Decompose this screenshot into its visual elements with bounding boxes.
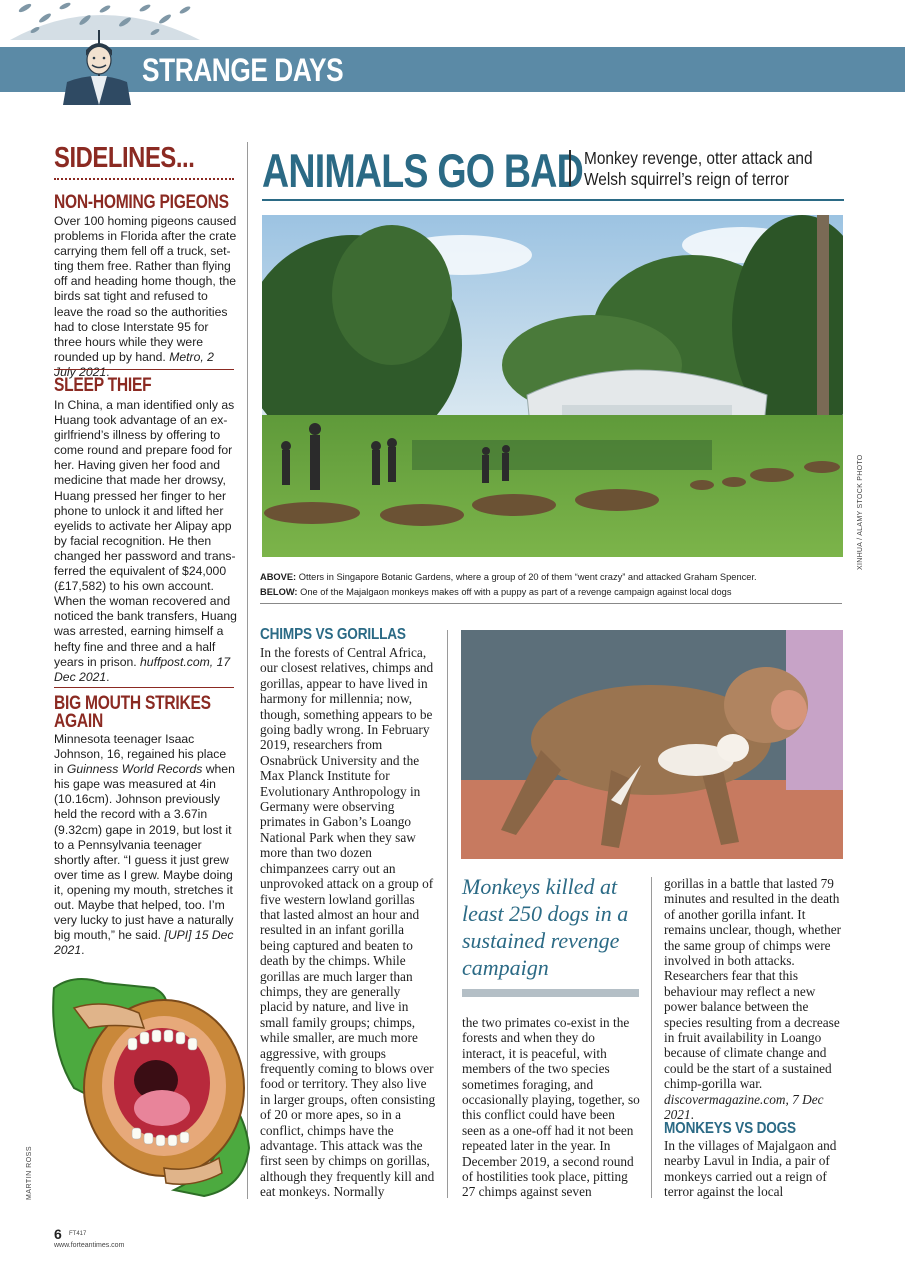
illustration-credit: MARTIN ROSS xyxy=(26,1146,33,1200)
gentleman-with-umbrella-icon xyxy=(55,30,140,105)
pull-quote: Monkeys killed at least 250 dogs in a sustained revenge campaign xyxy=(462,874,629,980)
sidelines-heading: SIDELINES... xyxy=(54,142,195,174)
article-column-3-continued: In the villages of Majalgaon and nearby Lavul in India, a pair of monkeys carried out a reign of terror against the local xyxy=(664,1138,837,1200)
column-3-source: discovermagazine.com, 7 Dec 2021 xyxy=(664,1091,824,1123)
sidebar-item-heading: BIG MOUTH STRIKES xyxy=(54,693,211,714)
big-mouth-illustration xyxy=(44,968,256,1198)
column-divider xyxy=(651,877,652,1198)
section-title: STRANGE DAYS xyxy=(142,52,344,88)
sidebar-item-text: In China, a man identified only as Huang took advantage of an ex-girlfriend’s illness by offering to come round and prepare food for her. Having given her food and medicine that made her drowsy, Huang pressed her finger to her phone to unlock it and lifted her eyelids to activate her Alipay app by facial recognition. He then changed her password and transferred the equivalent of $24,000 (£17,582) to his own account. When the woman recovered and noticed the bank transfers, Huang was arrested, earning himself a hefty fine and three and a half years in prison. huffpost.com, 17 Dec 2021. xyxy=(54,398,237,684)
photo-credit: XINHUA / ALAMY STOCK PHOTO xyxy=(857,454,864,570)
otters-in-garden-photo xyxy=(262,215,843,557)
monkey-carrying-puppy-photo xyxy=(461,630,843,859)
pull-quote-bar xyxy=(462,989,639,997)
sidebar-item-text: Minnesota teenager Isaac Johnson, 16, regained his place in Guinness World Records when his gape was measured at 4in (10.16cm). Johnson previously held the record with a 3.67in (9.32cm) gape in 2019, but lost it to a Pennsylvania teenager shortly after. “I guess it just grew over time as I grew. Maybe doing it, opening my mouth, stretches it out. Maybe that helped, too. I’m very lucky to just have a naturally big mouth,” he said. [UPI] 15 Dec 2021. xyxy=(54,732,235,958)
caption-above: ABOVE: Otters in Singapore Botanic Gardens, where a group of 20 of them “went crazy” and attacked Graham Spencer. xyxy=(260,572,757,582)
sidebar-divider xyxy=(54,369,234,370)
article-column-2: the two primates co-exist in the forests and when they do interact, it is peaceful, with members of the two species sometimes foraging, and occasionally playing, together, so this conflict could have been seen as a one-off had it not been repeated later in the year. In December 2019, a second round of hostilities took place, pitting 27 chimps against seven xyxy=(462,1015,640,1200)
article-column-3: gorillas in a battle that lasted 79 minutes and resulted in the death of another gorilla infant. It remains unclear, though, whether the same group of chimps were involved in both attacks. Researchers fear that this behaviour may reflect a new power balance between the species resulting from a decrease in fruit availability in Loango because of climate change and could be the start of a sustained chimp-gorilla war. discovermagazine.com, 7 Dec 2021. xyxy=(664,876,842,1123)
article-column-1: In the forests of Central Africa, our closest relatives, chimps and gorillas, appear to have lived in harmony for millennia; now, though, something appears to be going badly wrong. In February 2019, researchers from Osnabrück University and the Max Planck Institute for Evolutionary Anthropology in Germany were observing primates in Gabon’s Loango National Park when they saw more than two dozen chimpanzees carry out an unprovoked attack on a group of five western lowland gorillas that lasted almost an hour and resulted in an infant gorilla being captured and beaten to death by the chimps. While gorillas are much larger than chimps, they are generally placid by nature, and live in small family groups; chimps, while smaller, are much more aggressive, with groups frequently coming to blows over food or territory. They also live in larger groups, often consisting of 20 or more apes, so in a conflict, chimps have the advantage. This attack was the first seen by chimps on gorillas, although they frequently kill and eat monkeys. Normally xyxy=(260,645,436,1200)
section-heading-monkeys: MONKEYS VS DOGS xyxy=(664,1120,796,1137)
issue-number: FT417 xyxy=(69,1231,87,1237)
page-number: 6 xyxy=(54,1226,62,1242)
caption-divider xyxy=(260,603,842,604)
website-url: www.forteantimes.com xyxy=(54,1242,125,1249)
sidebar-item-heading: SLEEP THIEF xyxy=(54,375,152,396)
sidebar-item-text: Over 100 homing pigeons caused problems in Florida after the crate carrying them fell off a truck, setting them free. Rather than flying off and heading home though, the birds sat tight and refused to leave the road so the authorities had to close Interstate 95 for three hours while they were rounded up by hand. Metro, 2 July 2021. xyxy=(54,214,237,379)
section-heading-chimps: CHIMPS VS GORILLAS xyxy=(260,626,406,643)
sidebar-item-source: Metro, 2 July 2021 xyxy=(54,349,214,379)
sidebar-item-heading: NON-HOMING PIGEONS xyxy=(54,192,229,213)
sidebar-item-heading: AGAIN xyxy=(54,711,103,732)
sidebar-item-source: huffpost.com, 17 Dec 2021 xyxy=(54,654,231,684)
caption-below: BELOW: One of the Majalgaon monkeys makes off with a puppy as part of a revenge campaign against local dogs xyxy=(260,587,732,597)
dotted-divider xyxy=(54,178,234,180)
sidebar-divider xyxy=(54,687,234,688)
sidebar-item-source: [UPI] 15 Dec 2021 xyxy=(54,928,234,958)
title-underline xyxy=(262,199,844,201)
article-subtitle: Monkey revenge, otter attack and Welsh squirrel’s reign of terror xyxy=(584,148,813,189)
column-divider xyxy=(447,630,448,1198)
article-title: ANIMALS GO BAD xyxy=(262,144,583,197)
title-separator xyxy=(569,150,571,186)
